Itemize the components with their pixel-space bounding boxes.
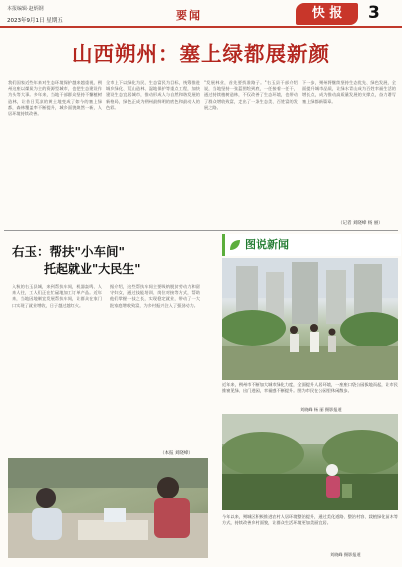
article-column-2: 全市上下以绿化为民、生态富民为目标，统筹推进城乡绿化、荒山造林、湿地保护等重点工程，加快建设生态宜居城市，推动形成人与自然和谐发展的新格局，绿色正成为朔州最鲜明的底色和最动人的色彩。 — [106, 80, 200, 110]
leaf-icon — [228, 238, 242, 252]
park-photo-drawing — [222, 258, 398, 380]
photo-credit-1: 刘晓峰 杨 丽 摄影报道 — [300, 407, 342, 412]
article-column-3: "发展林业，首先要找准路子。"右玉县干部介绍说，当地坚持一张蓝图绘到底，一任接着一任干，通过持续植树造林，不仅改善了生态环境，也带动了群众增收致富，走出了一条生态美、百姓富的发展之路。 — [204, 80, 298, 110]
photo-news-banner — [222, 234, 401, 256]
page-number: 3 — [368, 3, 380, 23]
village-photo-drawing — [222, 414, 398, 510]
logo: 快 报 — [296, 3, 358, 25]
header-rule — [0, 26, 402, 28]
issue-date: 2023年9月1日 星期五 — [7, 18, 63, 24]
section-divider — [4, 230, 398, 231]
sub-article-column-1: 入秋的右玉县城，来到帮扶车间，机器轰鸣、人来人往，工人们正在忙碌地加工订单产品。近年来，当地因地制宜发展帮扶车间，让群众在家门口实现了就业增收，日子越过越红火。 — [12, 284, 102, 308]
article-byline: （记者 刘晓峰 杨 丽） — [338, 221, 383, 226]
photo-caption-1: 近年来，朔州市不断加大城市绿化力度，全面提升人居环境，一座座口袋公园拔地而起，让市民推窗见绿、出门进园，幸福感不断提升。图为市民在公园里休闲散步。 — [222, 382, 398, 394]
sub-headline-1: 右玉：帮扶"小车间" — [12, 244, 126, 259]
sub-article-byline: （本报 刘晓峰） — [160, 451, 193, 456]
section-title: 要闻 — [176, 9, 202, 22]
sub-article-column-2: 据介绍，这些帮扶车间主要吸纳脱贫劳动力和留守妇女，通过技能培训、岗位对接等方式，帮助他们掌握一技之长，实现稳定就业，带动了一大批家庭增收致富，为乡村振兴注入了强劲动力。 — [110, 284, 200, 308]
article-column-1: 我们国家近些年来对生态环境保护越来越重视，朔州这座以煤炭为主的资源型城市，也把生态建设作为头等大事。多年来，当地干部群众坚持不懈植树造林，让昔日荒凉的黄土地变成了如今的塞上绿都，森林覆盖率不断提升，城乡面貌焕然一新，人居环境持续改善。 — [8, 80, 102, 117]
photo-caption-2: 今年以来，朔城区积极推进农村人居环境整治提升，通过美化道路、整治村容、栽植绿化苗木等方式，持续改善乡村面貌，让群众生活环境更加美丽宜居。 — [222, 514, 398, 526]
article-column-4: 下一步，朔州将继续坚持生态优先、绿色发展，全面提升城市品质，让绿水青山成为百姓幸福生活的增长点，成为推动高质量发展的支撑点，奋力谱写塞上绿都新篇章。 — [302, 80, 396, 104]
main-headline: 山西朔州：塞上绿都展新颜 — [72, 42, 330, 66]
village-photo — [222, 414, 398, 510]
workshop-photo — [8, 458, 208, 558]
sub-headline-2: 托起就业"大民生" — [44, 262, 141, 276]
newspaper-name: 本报编辑·赵炳钢 — [7, 6, 44, 12]
park-photo — [222, 258, 398, 380]
photo-credit-2: 刘晓峰 摄影报道 — [330, 552, 361, 557]
workshop-photo-drawing — [8, 458, 208, 558]
banner-title: 图说新闻 — [245, 238, 289, 251]
